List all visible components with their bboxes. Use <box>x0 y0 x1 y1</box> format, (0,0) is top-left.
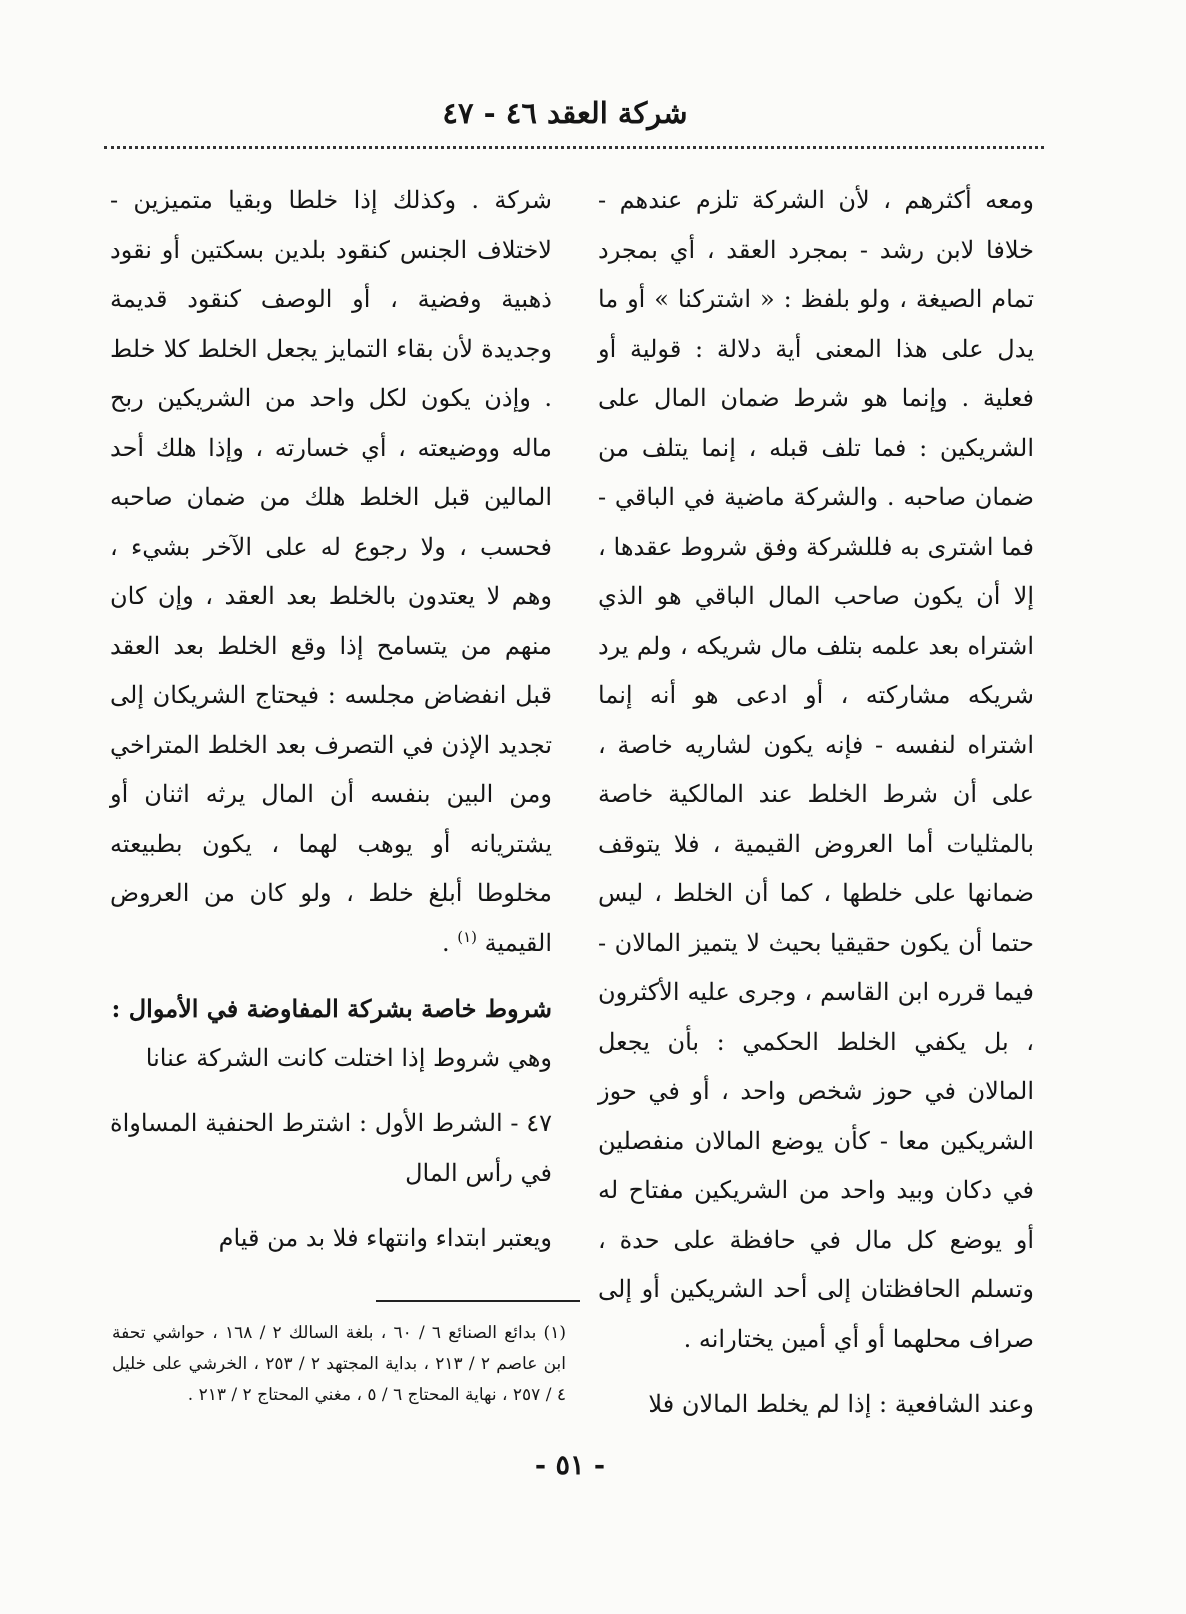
left-column <box>110 176 552 1264</box>
header-dotted-rule <box>104 146 1044 149</box>
section-heading: شروط خاصة بشركة المفاوضة في الأموال : <box>111 994 552 1023</box>
heading-intro-paragraph: وهي شروط إذا اختلت كانت الشركة عنانا <box>145 1043 552 1072</box>
running-header: شركة العقد ٤٦ - ٤٧ <box>442 96 688 130</box>
left-paragraph-1-end: . <box>441 928 450 957</box>
footnote-1: (١) بدائع الصنائع ٦ / ٦٠ ، بلغة السالك ٢ / ١٦٨ ، حواشي تحفة ابن عاصم ٢ / ٢١٣ ، بداية المجتهد ٢ / ٢٥٣ ، الخرشي على خليل ٤ / ٢٥٧ ، نهاية المحتاج ٦ / ٥ ، مغني المحتاج ٢ / ٢١٣ . <box>112 1323 566 1405</box>
left-paragraph-1 <box>110 176 552 968</box>
left-paragraph-1-text: شركة . وكذلك إذا خلطا وبقيا متميزين - لاختلاف الجنس كنقود بلدين بسكتين أو نقود ذهبية وفضية ، أو الوصف كنقود قديمة وجديدة لأن بقاء التمايز يجعل الخلط كلا خلط . وإذن يكون لكل واحد من الشريكين ربح ماله ووضيعته ، أي خسارته ، وإذا هلك أحد المالين قبل الخلط هلك من ضمان صاحبه فحسب ، ولا رجوع له على الآخر بشيء ، وهم لا يعتدون بالخلط بعد العقد ، وإن كان منهم من يتسامح إذا وقع الخلط بعد العقد قبل انفضاض مجلسه : فيحتاج الشريكان إلى تجديد الإذن في التصرف بعد الخلط المتراخي ومن البين بنفسه أن المال يرثه اثنان أو يشتريانه أو يوهب لهما ، يكون بطبيعته مخلوطا أبلغ خلط ، ولو كان من العروض القيمية <box>110 186 552 957</box>
page-number: - ٥١ - <box>534 1450 606 1481</box>
right-paragraph-1: ومعه أكثرهم ، لأن الشركة تلزم عندهم - خلافا لابن رشد - بمجرد العقد ، أي بمجرد تمام الصيغة ، ولو بلفظ : « اشتركنا » أو ما يدل على هذا المعنى أية دلالة : قولية أو فعلية . وإنما هو شرط ضمان المال على الشريكين : فما تلف قبله ، إنما يتلف من ضمان صاحبه . والشركة ماضية في الباقي - فما اشترى به فللشركة وفق شروط عقدها ، إلا أن يكون صاحب المال الباقي هو الذي اشتراه بعد علمه بتلف مال شريكه ، ولم يرد شريكه مشاركته ، أو ادعى هو أنه إنما اشتراه لنفسه - فإنه يكون لشاريه خاصة ، على أن شرط الخلط عند المالكية خاصة بالمثليات أما العروض القيمية ، فلا يتوقف ضمانها على خلطها ، كما أن الخلط ، ليس حتما أن يكون حقيقيا بحيث لا يتميز المالان - فيما قرره ابن القاسم ، وجرى عليه الأكثرون ، بل يكفي الخلط الحكمي : بأن يجعل المالان في حوز شخص واحد ، أو في حوز الشريكين معا - كأن يوضع المالان منفصلين في دكان وبيد واحد من الشريكين مفتاح له أو يوضع كل مال في حافظة على حدة ، وتسلم الحافظتان إلى أحد الشريكين أو إلى صراف محلهما أو أي أمين يختارانه . <box>598 186 1034 1353</box>
right-column <box>598 176 1034 1430</box>
continuation-line: ويعتبر ابتداء وانتهاء فلا بد من قيام <box>218 1224 552 1252</box>
numbered-item-47: ٤٧ - الشرط الأول : اشترط الحنفية المساواة في رأس المال <box>110 1109 552 1187</box>
footnote-reference: (١) <box>457 927 477 946</box>
footnote-separator <box>376 1300 580 1302</box>
footnotes <box>112 1318 566 1411</box>
right-paragraph-2: وعند الشافعية : إذا لم يخلط المالان فلا <box>648 1390 1034 1418</box>
